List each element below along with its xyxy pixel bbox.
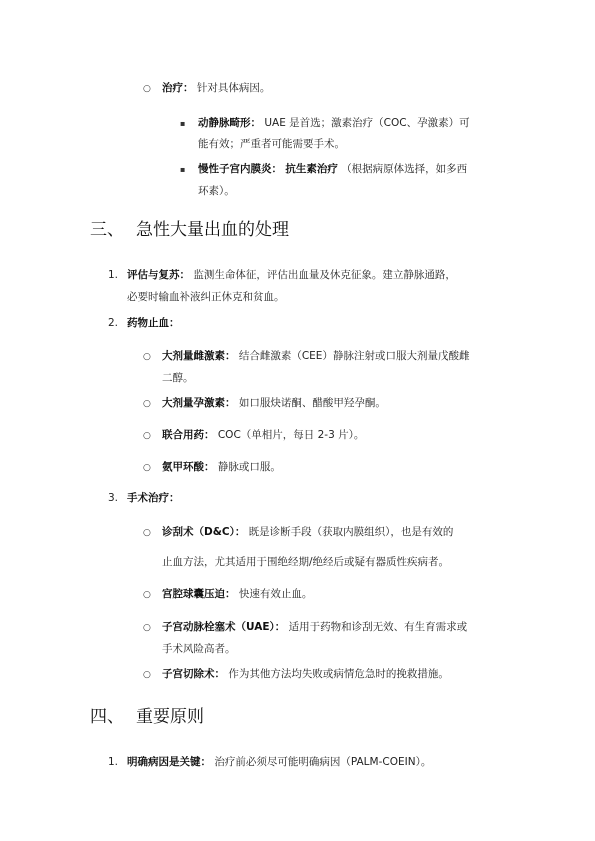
surgery-item-label: 宫腔球囊压迫： <box>162 588 236 600</box>
section-heading <box>90 706 204 728</box>
bullet-circle-icon: ○ <box>143 431 151 441</box>
list-item-continuation: 必要时输血补液纠正休克和贫血。 <box>127 291 285 303</box>
bullet-circle-icon: ○ <box>143 463 151 473</box>
list-item-label: 明确病因是关键： <box>127 756 211 768</box>
drug-item <box>162 460 281 474</box>
sub-item-continuation: 能有效；严重者可能需要手术。 <box>198 138 345 150</box>
drug-item-label: 氨甲环酸： <box>162 461 215 473</box>
surgery-item <box>162 620 467 634</box>
sub-item-text: UAE 是首选；激素治疗（COC、孕激素）可 <box>264 117 470 129</box>
treatment-line <box>162 81 270 95</box>
drug-item-continuation: 二醇。 <box>162 372 194 384</box>
drug-item-text: 静脉或口服。 <box>217 461 281 473</box>
list-item <box>127 268 456 282</box>
drug-item <box>162 428 364 442</box>
surgery-item-text: 既是诊断手段（获取内膜组织），也是有效的 <box>248 526 454 538</box>
sub-item-line <box>198 116 470 130</box>
bullet-circle-icon: ○ <box>143 352 151 362</box>
sub-item-label: 动静脉畸形： <box>198 117 261 129</box>
section-number: 三、 <box>90 220 124 240</box>
surgery-item-label: 子宫动脉栓塞术（UAE）： <box>162 621 286 633</box>
drug-item-label: 大剂量雌激素： <box>162 350 236 362</box>
section-heading <box>90 219 289 241</box>
list-item-label: 药物止血： <box>127 317 180 329</box>
surgery-item-text: 适用于药物和诊刮无效、有生育需求或 <box>288 621 468 633</box>
sub-item-label: 慢性子宫内膜炎： <box>198 163 282 175</box>
bullet-circle-icon: ○ <box>143 623 151 633</box>
surgery-item-continuation: 手术风险高者。 <box>162 643 236 655</box>
surgery-item-continuation: 止血方法，尤其适用于围绝经期/绝经后或疑有器质性疾病者。 <box>162 556 450 568</box>
list-item-label: 手术治疗： <box>127 492 180 504</box>
drug-item-label: 大剂量孕激素： <box>162 397 236 409</box>
bullet-circle-icon: ○ <box>143 590 151 600</box>
bullet-circle-icon: ○ <box>143 670 151 680</box>
drug-item-text: COC（单相片，每日 2-3 片）。 <box>217 429 365 441</box>
surgery-item <box>162 667 449 681</box>
bullet-circle-icon: ○ <box>143 399 151 409</box>
section-number: 四、 <box>90 707 124 727</box>
bullet-circle-icon: ○ <box>143 528 151 538</box>
list-item <box>127 755 431 769</box>
treatment-label: 治疗： <box>162 82 194 94</box>
list-number: 1. <box>108 269 119 281</box>
sub-item-text: （根据病原体选择，如多西 <box>341 163 468 175</box>
drug-item-text: 如口服炔诺酮、醋酸甲羟孕酮。 <box>238 397 386 409</box>
list-number: 2. <box>108 317 119 329</box>
drug-item <box>162 349 469 363</box>
sub-item-bold-text: 抗生素治疗 <box>285 163 338 175</box>
list-item <box>127 491 180 505</box>
list-item-text: 监测生命体征，评估出血量及休克征象。建立静脉通路， <box>193 269 456 281</box>
surgery-item <box>162 525 453 539</box>
drug-item-label: 联合用药： <box>162 429 215 441</box>
surgery-item-label: 子宫切除术： <box>162 668 225 680</box>
list-item <box>127 316 180 330</box>
bullet-square-icon: ▪ <box>180 119 186 128</box>
treatment-text: 针对具体病因。 <box>196 82 271 94</box>
list-number: 1. <box>108 756 119 768</box>
bullet-square-icon: ▪ <box>180 165 186 174</box>
surgery-item-label: 诊刮术（D&C）： <box>162 526 246 538</box>
bullet-circle-icon: ○ <box>143 84 151 94</box>
list-number: 3. <box>108 492 119 504</box>
section-title: 急性大量出血的处理 <box>136 220 289 240</box>
surgery-item <box>162 587 312 601</box>
sub-item-continuation: 环素）。 <box>198 185 235 197</box>
sub-item-line <box>198 162 467 176</box>
drug-item <box>162 396 386 410</box>
list-item-text: 治疗前必须尽可能明确病因（PALM-COEIN）。 <box>214 756 432 768</box>
section-title: 重要原则 <box>136 707 204 727</box>
drug-item-text: 结合雌激素（CEE）静脉注射或口服大剂量戊酸雌 <box>238 350 470 362</box>
surgery-item-text: 作为其他方法均失败或病情危急时的挽救措施。 <box>228 668 449 680</box>
list-item-label: 评估与复苏： <box>127 269 190 281</box>
surgery-item-text: 快速有效止血。 <box>238 588 313 600</box>
